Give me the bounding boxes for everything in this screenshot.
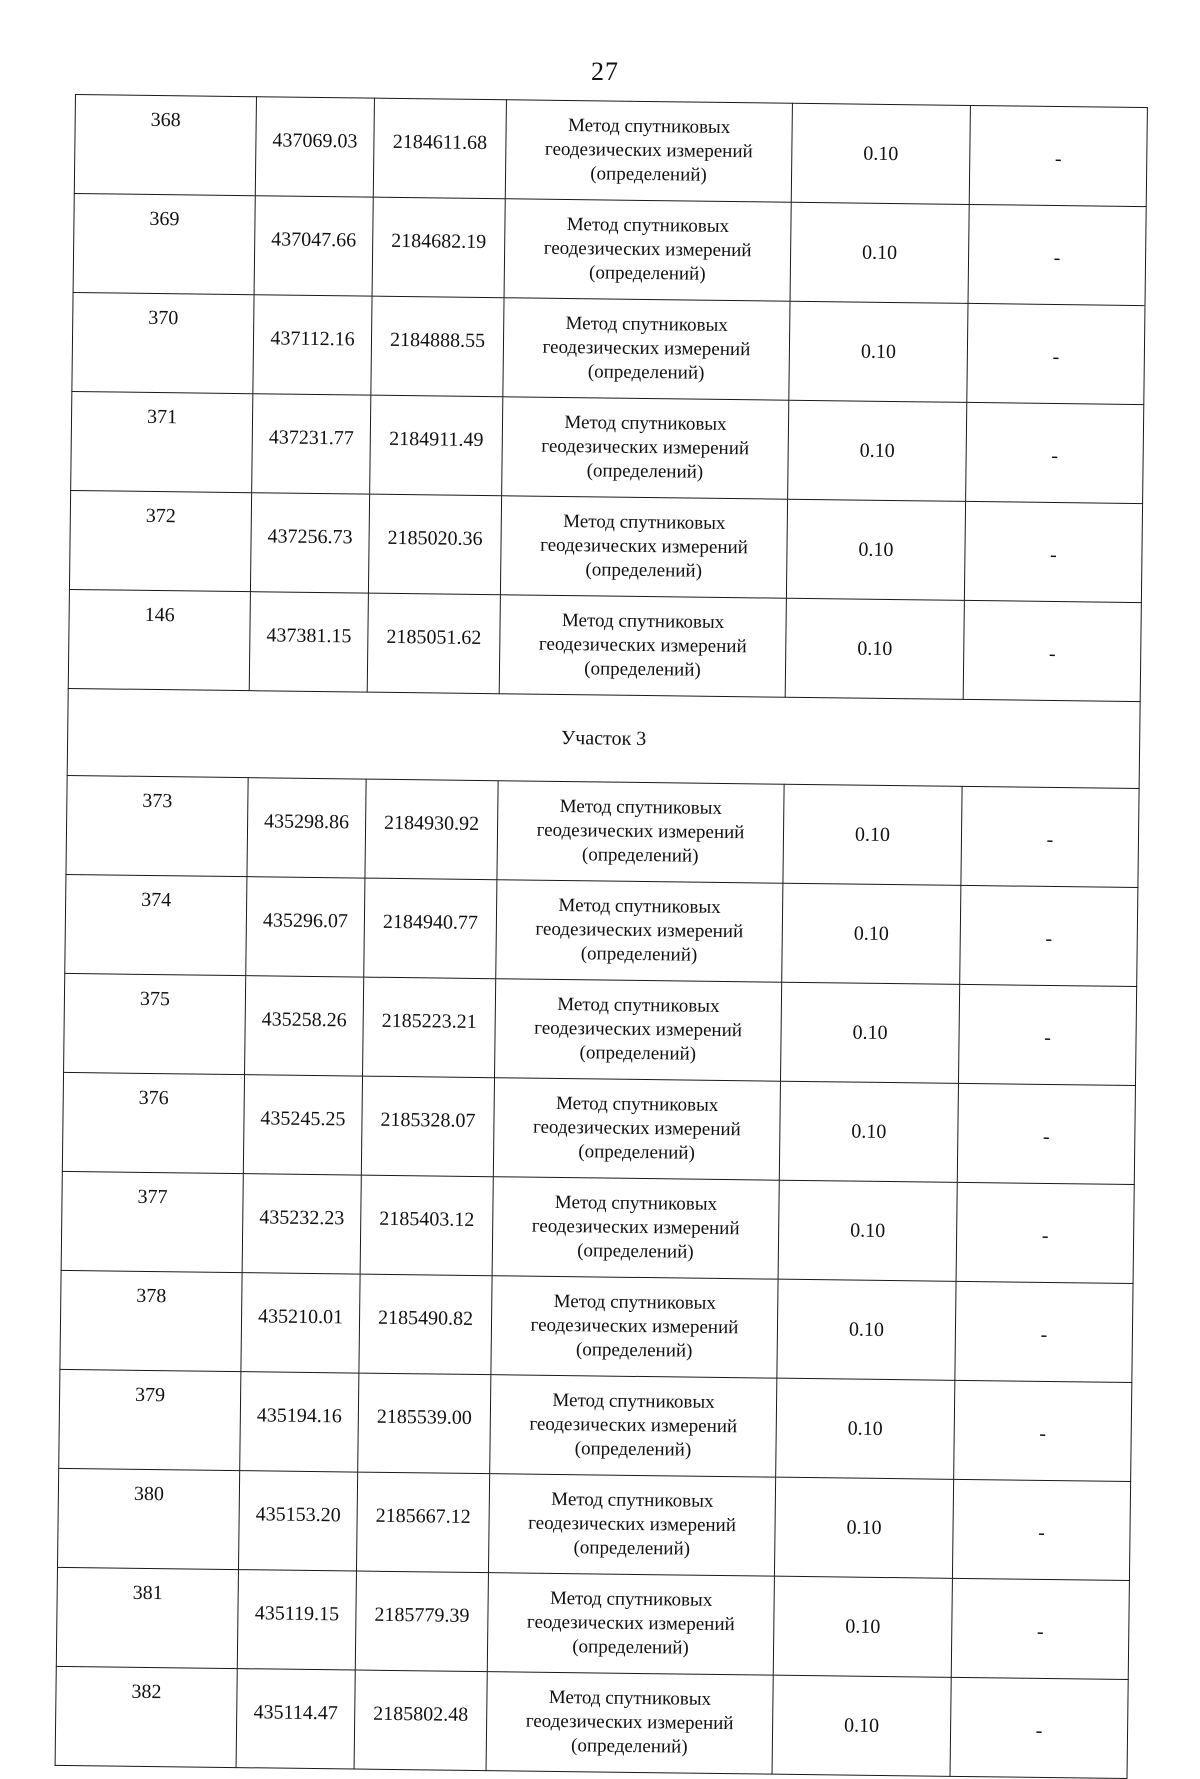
table-row [69,490,1142,602]
measurement-method [497,781,784,883]
coordinate-x: 437047.66 [254,196,373,296]
method-text-line: (определений) [577,1240,694,1263]
measurement-method [491,1276,778,1378]
accuracy-value: 0.10 [788,400,967,501]
method-text-line: Метод спутниковых [563,510,726,534]
method-text-line: (определений) [581,844,699,867]
coordinate-y: 2184930.92 [365,779,498,880]
method-text-line: геодезических измерений [538,633,747,658]
coordinate-x: 435296.07 [246,877,365,977]
method-text-line: геодезических измерений [531,1215,740,1240]
table-row [56,1567,1129,1679]
note-value: - [950,1677,1128,1778]
coordinate-x: 435114.47 [236,1669,355,1769]
measurement-method [500,496,787,598]
point-number: 373 [66,775,248,876]
measurement-method [496,880,783,982]
method-text-line: геодезических измерений [542,336,751,361]
coordinate-y: 2185328.07 [361,1076,494,1177]
method-text-line: (определений) [590,163,707,186]
accuracy-value: 0.10 [779,1081,958,1182]
method-text-line: геодезических измерений [532,1116,741,1141]
method-text-line: Метод спутниковых [548,1686,712,1710]
note-value: - [969,105,1147,206]
coordinate-x: 437112.16 [253,295,372,395]
method-text-line: Метод спутниковых [559,795,723,819]
coordinate-x: 435119.15 [237,1570,356,1670]
coordinates-table [55,94,1148,1779]
coordinates-table-container [55,94,1147,1779]
note-value: - [960,885,1138,986]
point-number: 378 [60,1270,242,1371]
coordinate-x: 437231.77 [252,394,371,494]
method-text-line: (определений) [585,559,703,582]
method-text-line: Метод спутниковых [565,313,728,336]
method-text-line: (определений) [580,943,698,966]
coordinate-x: 437256.73 [250,493,369,593]
point-number: 368 [74,95,256,196]
measurement-method [499,595,786,697]
method-text-line: Метод спутниковых [553,1290,717,1314]
coordinate-y: 2185020.36 [368,494,501,595]
measurement-method [504,199,791,301]
point-number: 372 [69,490,251,591]
accuracy-value: 0.10 [791,103,970,204]
coordinate-y: 2185051.62 [367,593,500,694]
table-row [74,95,1147,207]
table-row [66,775,1139,887]
table-row [57,1468,1130,1580]
coordinate-x: 435210.01 [241,1273,360,1373]
note-value: - [956,1182,1134,1283]
accuracy-value: 0.10 [774,1477,953,1578]
note-value: - [957,1083,1135,1184]
method-text-line: Метод спутниковых [566,214,730,237]
accuracy-value: 0.10 [790,202,969,303]
method-text-line: (определений) [588,262,706,285]
method-text-line: геодезических измерений [540,534,749,559]
section-row [67,688,1140,788]
measurement-method [492,1177,779,1279]
table-row [71,391,1144,503]
method-text-line: геодезических измерений [541,435,750,460]
accuracy-value: 0.10 [782,883,961,984]
point-number: 380 [57,1468,239,1569]
note-value: - [963,600,1141,701]
point-number: 382 [55,1666,237,1767]
note-value: - [964,501,1142,602]
method-text-line: геодезических измерений [543,237,752,262]
note-value: - [952,1479,1130,1580]
method-text-line: Метод спутниковых [557,993,720,1017]
coordinate-y: 2185539.00 [358,1373,491,1474]
coordinate-y: 2185802.48 [354,1670,487,1771]
method-text-line: геодезических измерений [544,138,753,163]
table-row [72,292,1145,404]
method-text-line: (определений) [587,361,705,384]
method-text-line: (определений) [579,1042,697,1065]
coordinate-y: 2185223.21 [363,977,496,1078]
table-row [65,874,1138,986]
method-text-line: (определений) [584,658,701,681]
point-number: 375 [64,973,246,1074]
point-number: 379 [59,1369,241,1470]
accuracy-value: 0.10 [789,301,968,402]
coordinate-y: 2184888.55 [371,296,504,397]
measurement-method [488,1474,775,1576]
table-row [68,589,1141,701]
note-value: - [961,786,1139,887]
point-number: 377 [61,1171,243,1272]
method-text-line: геодезических измерений [536,819,745,844]
coordinate-x: 435232.23 [242,1174,361,1274]
accuracy-value: 0.10 [780,982,959,1083]
note-value: - [954,1380,1132,1481]
measurement-method [490,1375,777,1477]
point-number: 370 [72,292,254,393]
table-row [73,193,1146,305]
section-title: Участок 3 [67,688,1140,788]
method-text-line: (определений) [575,1339,693,1362]
coordinate-y: 2184611.68 [373,98,506,199]
table-row [60,1270,1133,1382]
accuracy-value: 0.10 [778,1180,957,1281]
coordinate-y: 2185667.12 [356,1472,489,1573]
table-row [55,1666,1128,1778]
point-number: 376 [62,1072,244,1173]
method-text-line: Метод спутниковых [549,1587,713,1611]
coordinate-y: 2185779.39 [355,1571,488,1672]
coordinate-y: 2184940.77 [364,878,497,979]
measurement-method [486,1672,773,1774]
coordinate-x: 435258.26 [245,976,364,1076]
measurement-method [495,979,782,1081]
accuracy-value: 0.10 [773,1576,952,1677]
coordinate-y: 2184682.19 [372,197,505,298]
coordinate-x: 437069.03 [255,97,374,197]
method-text-line: Метод спутниковых [551,1488,714,1512]
method-text-line: (определений) [573,1537,691,1560]
table-body [55,95,1147,1779]
method-text-line: геодезических измерений [528,1512,737,1537]
method-text-line: Метод спутниковых [552,1389,715,1413]
accuracy-value: 0.10 [772,1675,951,1776]
method-text-line: Метод спутниковых [554,1191,718,1215]
method-text-line: геодезических измерений [526,1611,735,1636]
point-number: 146 [68,589,250,690]
coordinate-x: 437381.15 [249,592,368,692]
accuracy-value: 0.10 [785,598,964,699]
measurement-method [487,1573,774,1675]
point-number: 371 [71,391,253,492]
note-value: - [951,1578,1129,1679]
table-row [61,1171,1134,1283]
accuracy-value: 0.10 [777,1279,956,1380]
note-value: - [968,204,1146,305]
method-text-line: геодезических измерений [525,1710,734,1735]
measurement-method [503,298,790,400]
coordinate-x: 435245.25 [243,1075,362,1175]
method-text-line: Метод спутниковых [555,1092,719,1116]
note-value: - [955,1281,1133,1382]
method-text-line: (определений) [572,1636,689,1659]
method-text-line: (определений) [586,460,704,483]
method-text-line: (определений) [578,1141,696,1164]
table-row [62,1072,1135,1184]
accuracy-value: 0.10 [776,1378,955,1479]
coordinate-y: 2185403.12 [360,1175,493,1276]
method-text-line: геодезических измерений [534,1017,743,1042]
point-number: 374 [65,874,247,975]
coordinate-x: 435298.86 [247,778,366,878]
page-number: 27 [591,57,619,86]
coordinate-y: 2184911.49 [370,395,503,496]
method-text-line: геодезических измерений [530,1314,739,1339]
method-text-line: геодезических измерений [535,918,744,943]
measurement-method [502,397,789,499]
method-text-line: Метод спутниковых [564,412,727,435]
method-text-line: (определений) [570,1735,688,1758]
method-text-line: Метод спутниковых [561,609,725,633]
measurement-method [505,100,792,202]
measurement-method [493,1078,780,1180]
note-value: - [958,984,1136,1085]
point-number: 369 [73,193,255,294]
method-text-line: Метод спутниковых [558,894,721,918]
point-number: 381 [56,1567,238,1668]
coordinate-x: 435194.16 [240,1372,359,1472]
method-text-line: геодезических измерений [529,1413,738,1438]
coordinate-y: 2185490.82 [359,1274,492,1375]
method-text-line: (определений) [574,1438,692,1461]
table-row [64,973,1137,1085]
note-value: - [966,402,1144,503]
accuracy-value: 0.10 [786,499,965,600]
coordinate-x: 435153.20 [238,1471,357,1571]
accuracy-value: 0.10 [783,784,962,885]
table-row [59,1369,1132,1481]
note-value: - [967,303,1145,404]
method-text-line: Метод спутниковых [567,115,731,139]
